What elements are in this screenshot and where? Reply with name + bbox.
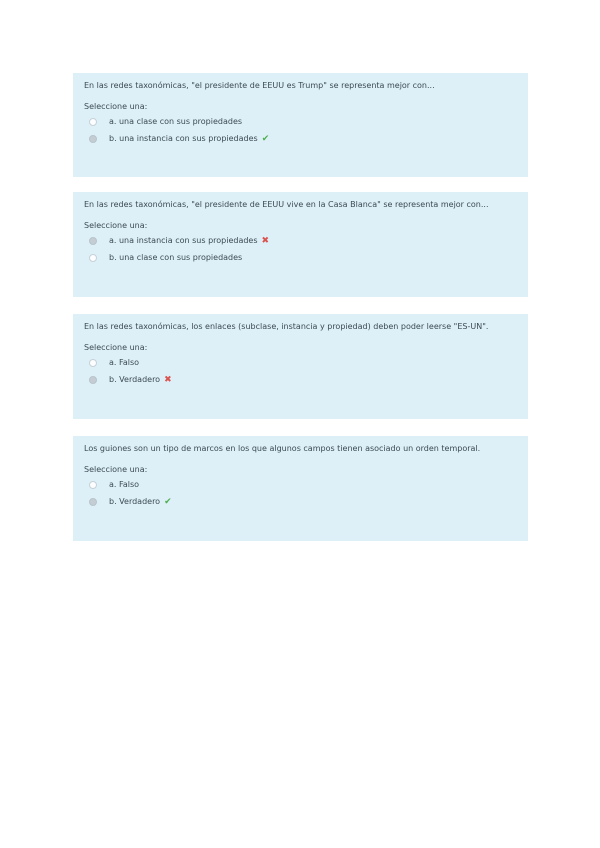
answer-label: b. Verdadero [109, 497, 161, 506]
answer-label: a. Falso [109, 480, 140, 489]
select-prompt: Seleccione una: [84, 465, 148, 474]
answer-option-a[interactable] [84, 354, 528, 371]
answer-label: b. una instancia con sus propiedades [109, 134, 258, 143]
question-text: Los guiones son un tipo de marcos en los que algunos campos tienen asociado un orden temporal. [84, 444, 481, 453]
incorrect-cross-icon: ✖ [164, 374, 172, 385]
question-card-2 [73, 192, 528, 297]
select-prompt: Seleccione una: [84, 221, 148, 230]
question-text: En las redes taxonómicas, los enlaces (subclase, instancia y propiedad) deben poder leerse "ES-UN". [84, 322, 489, 331]
question-text: En las redes taxonómicas, "el presidente de EEUU es Trump" se representa mejor con... [84, 81, 435, 90]
answer-label: a. Falso [109, 358, 140, 367]
radio-button-checked-icon[interactable] [89, 237, 97, 245]
answer-option-a[interactable] [84, 476, 528, 493]
answer-option-b[interactable] [84, 493, 528, 510]
answer-option-b[interactable] [84, 249, 528, 266]
answer-option-a[interactable] [84, 113, 528, 130]
radio-button-icon[interactable] [89, 481, 97, 489]
answer-option-b[interactable] [84, 130, 528, 147]
select-prompt: Seleccione una: [84, 102, 148, 111]
answer-list [84, 476, 528, 510]
answer-list [84, 113, 528, 147]
radio-button-icon[interactable] [89, 254, 97, 262]
answer-list [84, 232, 528, 266]
question-card-1 [73, 73, 528, 177]
question-card-4 [73, 436, 528, 541]
radio-button-checked-icon[interactable] [89, 498, 97, 506]
radio-button-icon[interactable] [89, 359, 97, 367]
radio-button-checked-icon[interactable] [89, 135, 97, 143]
answer-label: a. una instancia con sus propiedades [109, 236, 258, 245]
answer-option-a[interactable] [84, 232, 528, 249]
correct-check-icon: ✔ [261, 133, 270, 144]
radio-button-icon[interactable] [89, 118, 97, 126]
answer-label: b. una clase con sus propiedades [109, 253, 243, 262]
answer-option-b[interactable] [84, 371, 528, 388]
radio-button-checked-icon[interactable] [89, 376, 97, 384]
incorrect-cross-icon: ✖ [261, 235, 270, 246]
answer-label: b. Verdadero [109, 375, 161, 384]
answer-list [84, 354, 528, 388]
question-card-3 [73, 314, 528, 419]
select-prompt: Seleccione una: [84, 343, 148, 352]
question-text: En las redes taxonómicas, "el presidente de EEUU vive en la Casa Blanca" se representa mejor con... [84, 200, 489, 209]
answer-label: a. una clase con sus propiedades [109, 117, 243, 126]
correct-check-icon: ✔ [164, 496, 172, 507]
